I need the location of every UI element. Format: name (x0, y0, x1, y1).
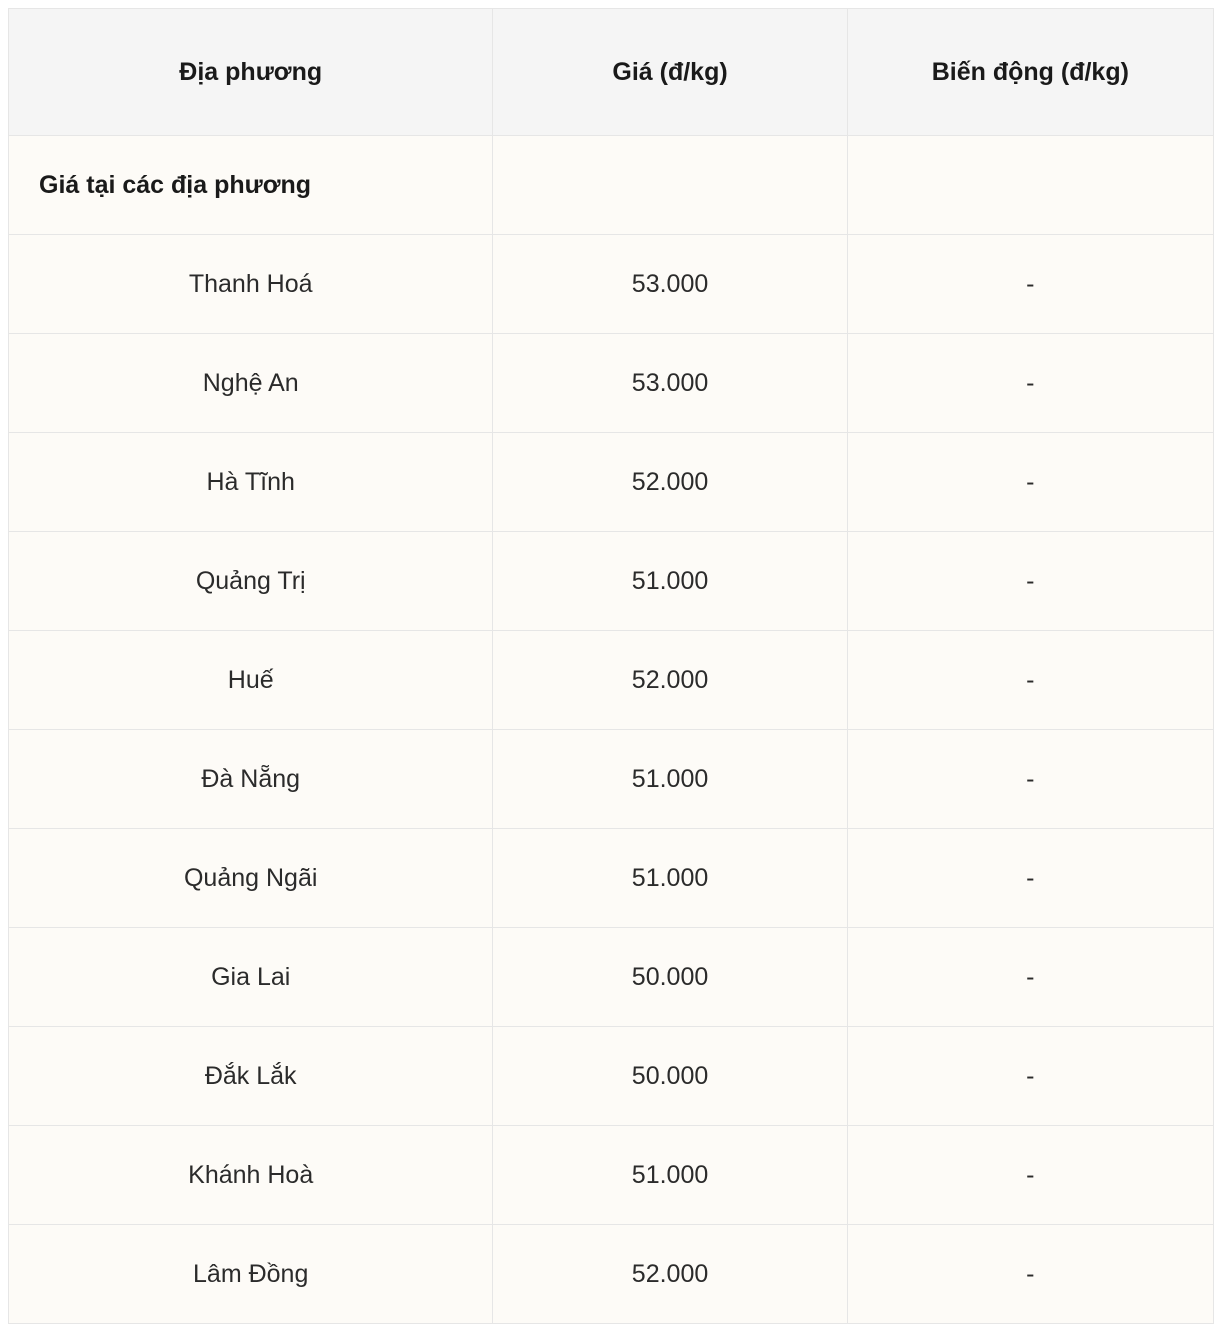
column-header-change: Biến động (đ/kg) (847, 9, 1213, 136)
section-empty-change (847, 136, 1213, 235)
cell-price: 50.000 (493, 928, 847, 1027)
cell-locality: Đà Nẵng (9, 730, 493, 829)
cell-locality: Đắk Lắk (9, 1027, 493, 1126)
section-empty-price (493, 136, 847, 235)
cell-locality: Quảng Ngãi (9, 829, 493, 928)
cell-locality: Lâm Đồng (9, 1225, 493, 1324)
cell-price: 52.000 (493, 433, 847, 532)
cell-price: 51.000 (493, 532, 847, 631)
cell-price: 51.000 (493, 730, 847, 829)
table-section-row (9, 136, 1214, 235)
cell-change: - (847, 1027, 1213, 1126)
cell-change: - (847, 829, 1213, 928)
table-header (9, 9, 1214, 136)
cell-price: 51.000 (493, 829, 847, 928)
table-row (9, 235, 1214, 334)
cell-price: 51.000 (493, 1126, 847, 1225)
table-row (9, 829, 1214, 928)
cell-locality: Gia Lai (9, 928, 493, 1027)
cell-change: - (847, 928, 1213, 1027)
column-header-price: Giá (đ/kg) (493, 9, 847, 136)
cell-price: 53.000 (493, 235, 847, 334)
table-row (9, 730, 1214, 829)
cell-locality: Nghệ An (9, 334, 493, 433)
cell-change: - (847, 1225, 1213, 1324)
cell-locality: Thanh Hoá (9, 235, 493, 334)
cell-price: 52.000 (493, 1225, 847, 1324)
cell-locality: Khánh Hoà (9, 1126, 493, 1225)
cell-locality: Hà Tĩnh (9, 433, 493, 532)
cell-price: 52.000 (493, 631, 847, 730)
table-row (9, 1027, 1214, 1126)
table-row (9, 631, 1214, 730)
table-row (9, 1225, 1214, 1324)
column-header-locality: Địa phương (9, 9, 493, 136)
table-row (9, 334, 1214, 433)
table-row (9, 433, 1214, 532)
cell-change: - (847, 730, 1213, 829)
cell-change: - (847, 334, 1213, 433)
cell-locality: Quảng Trị (9, 532, 493, 631)
table-row (9, 1126, 1214, 1225)
table-body (9, 136, 1214, 1324)
cell-change: - (847, 433, 1213, 532)
cell-change: - (847, 235, 1213, 334)
cell-change: - (847, 631, 1213, 730)
cell-locality: Huế (9, 631, 493, 730)
cell-change: - (847, 532, 1213, 631)
cell-change: - (847, 1126, 1213, 1225)
regional-price-table (8, 8, 1214, 1324)
table-row (9, 928, 1214, 1027)
table-row (9, 532, 1214, 631)
cell-price: 53.000 (493, 334, 847, 433)
table-header-row (9, 9, 1214, 136)
cell-price: 50.000 (493, 1027, 847, 1126)
section-title: Giá tại các địa phương (9, 136, 493, 235)
